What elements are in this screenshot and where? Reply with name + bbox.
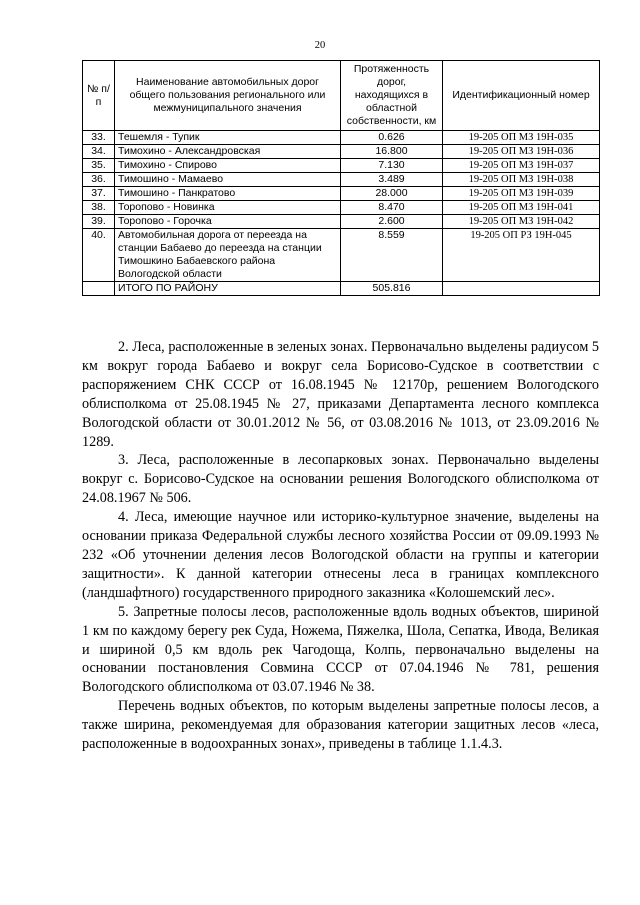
table-row bbox=[83, 131, 600, 145]
cell-ident bbox=[443, 282, 600, 296]
cell-length: 0.626 bbox=[341, 131, 443, 145]
cell-length: 8.470 bbox=[341, 201, 443, 215]
cell-name: Автомобильная дорога от переезда на станции Бабаево до переезда на станции Тимошкино Бабаевского района Вологодской области bbox=[115, 229, 341, 282]
cell-length: 8.559 bbox=[341, 229, 443, 282]
body-text bbox=[82, 338, 599, 754]
cell-num: 39. bbox=[83, 215, 115, 229]
cell-ident: 19-205 ОП МЗ 19Н-039 bbox=[443, 187, 600, 201]
table-header-row bbox=[83, 61, 600, 131]
header-num: № п/п bbox=[83, 61, 115, 131]
cell-num: 35. bbox=[83, 159, 115, 173]
cell-length: 28.000 bbox=[341, 187, 443, 201]
cell-length: 7.130 bbox=[341, 159, 443, 173]
table-row bbox=[83, 187, 600, 201]
paragraph: 5. Запретные полосы лесов, расположенные вдоль водных объектов, шириной 1 км по каждому берегу рек Суда, Ножема, Пяжелка, Шола, Сепатка, Ивода, Великая и шириной 0,5 км вдоль рек Чагодоща, Колпь, первоначально выделены на основании постановления Совмина СССР от 07.04.1946 № 781, решения Вологодского облисполкома от 03.07.1946 № 38. bbox=[82, 603, 599, 696]
paragraph: 4. Леса, имеющие научное или историко-культурное значение, выделены на основании приказа Федеральной службы лесного хозяйства России от 09.09.1993 № 232 «Об уточнении деления лесов Вологодской области на группы и категории защитности». К данной категории отнесены леса в границах комплексного (ландшафтного) государственного природного заказника «Колошемский лес». bbox=[82, 509, 599, 601]
cell-num: 36. bbox=[83, 173, 115, 187]
cell-length: 16.800 bbox=[341, 145, 443, 159]
table-row bbox=[83, 173, 600, 187]
cell-name: Тимохино - Спирово bbox=[115, 159, 341, 173]
table-row bbox=[83, 159, 600, 173]
cell-num: 38. bbox=[83, 201, 115, 215]
total-label: ИТОГО ПО РАЙОНУ bbox=[115, 282, 341, 296]
cell-name: Тимошино - Панкратово bbox=[115, 187, 341, 201]
cell-ident: 19-205 ОП МЗ 19Н-036 bbox=[443, 145, 600, 159]
cell-num bbox=[83, 282, 115, 296]
cell-ident: 19-205 ОП РЗ 19Н-045 bbox=[443, 229, 600, 282]
cell-name: Тимохино - Александровская bbox=[115, 145, 341, 159]
cell-ident: 19-205 ОП МЗ 19Н-035 bbox=[443, 131, 600, 145]
cell-ident: 19-205 ОП МЗ 19Н-042 bbox=[443, 215, 600, 229]
table-row bbox=[83, 145, 600, 159]
cell-ident: 19-205 ОП МЗ 19Н-041 bbox=[443, 201, 600, 215]
cell-name: Торопово - Новинка bbox=[115, 201, 341, 215]
table-row bbox=[83, 229, 600, 282]
cell-ident: 19-205 ОП МЗ 19Н-038 bbox=[443, 173, 600, 187]
cell-name: Торопово - Горочка bbox=[115, 215, 341, 229]
cell-num: 33. bbox=[83, 131, 115, 145]
table-row bbox=[83, 215, 600, 229]
roads-table bbox=[82, 60, 600, 296]
paragraph: 3. Леса, расположенные в лесопарковых зонах. Первоначально выделены вокруг с. Борисово-Судское на основании решения Вологодского облисполкома от 24.08.1967 № 506. bbox=[82, 452, 599, 507]
header-length: Протяженность дорог, находящихся в областной собственности, км bbox=[341, 61, 443, 131]
paragraph: Перечень водных объектов, по которым выделены запретные полосы лесов, а также ширина, рекомендуемая для образования категории защитных лесов «леса, расположенные в водоохранных зонах», приведены в таблице 1.1.4.3. bbox=[82, 698, 599, 753]
cell-num: 34. bbox=[83, 145, 115, 159]
header-ident: Идентификационный номер bbox=[443, 61, 600, 131]
cell-num: 40. bbox=[83, 229, 115, 282]
paragraph: 2. Леса, расположенные в зеленых зонах. Первоначально выделены радиусом 5 км вокруг города Бабаево и вокруг села Борисово-Судское в соответствии с распоряжением СНК СССР от 16.08.1945 № 12170р, решением Вологодского облисполкома от 25.08.1945 № 27, приказами Департамента лесного комплекса Вологодской области от 30.01.2012 № 56, от 03.08.2016 № 1013, от 23.09.2016 № 1289. bbox=[82, 339, 599, 450]
header-name: Наименование автомобильных дорог общего пользования регионального или межмуниципального значения bbox=[115, 61, 341, 131]
cell-length: 2.600 bbox=[341, 215, 443, 229]
total-length: 505.816 bbox=[341, 282, 443, 296]
table-total-row bbox=[83, 282, 600, 296]
cell-name: Тешемля - Тупик bbox=[115, 131, 341, 145]
roads-table-body bbox=[83, 131, 600, 296]
table-row bbox=[83, 201, 600, 215]
cell-name: Тимошино - Мамаево bbox=[115, 173, 341, 187]
cell-ident: 19-205 ОП МЗ 19Н-037 bbox=[443, 159, 600, 173]
cell-num: 37. bbox=[83, 187, 115, 201]
page-number: 20 bbox=[314, 40, 326, 51]
cell-length: 3.489 bbox=[341, 173, 443, 187]
